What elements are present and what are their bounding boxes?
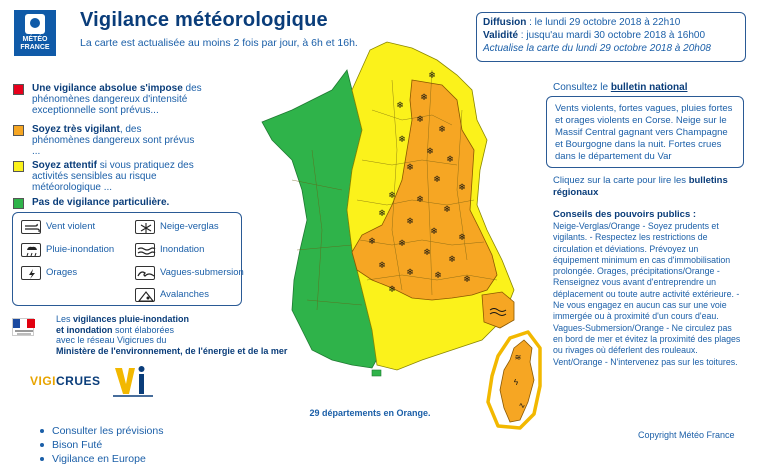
link-vigilance-europe[interactable]: Vigilance en Europe xyxy=(40,452,163,466)
vigicrues-line2-rest: sont élaborées xyxy=(112,324,175,335)
avalanche-icon xyxy=(135,288,155,302)
regional-prefix: Cliquez sur la carte pour lire les xyxy=(553,175,689,186)
meteo-france-logo[interactable] xyxy=(14,10,56,56)
snow-icon: ❄ xyxy=(406,217,414,227)
regional-bulletins-link[interactable]: bulletins régionaux xyxy=(553,175,728,198)
link-previsions[interactable]: Consulter les prévisions xyxy=(40,424,163,438)
legend-red-text: des phénomènes dangereux d'intensité exceptionnelle sont prévus... xyxy=(32,83,202,116)
copyright: Copyright Météo France xyxy=(638,430,735,440)
snow-icon: ❄ xyxy=(388,285,396,295)
legend-orange-text: , des phénomènes dangereux sont prévus ... xyxy=(32,124,195,157)
vigicrues-line1-bold: vigilances pluie-inondation xyxy=(73,314,190,324)
wind-icon xyxy=(21,220,41,234)
snow-icon: ❄ xyxy=(434,271,442,281)
legend-red-bold: Une vigilance absolue s'impose xyxy=(32,83,183,94)
phenomenon-label: Vent violent xyxy=(46,221,96,232)
snow-icon: ❄ xyxy=(458,233,466,243)
actualise-link[interactable]: Actualise la carte du lundi 29 octobre 2018 à 20h08 xyxy=(483,43,711,54)
consult-prefix: Consultez le xyxy=(553,82,611,93)
regional-bulletins xyxy=(553,175,743,199)
vigicrues-logo[interactable] xyxy=(30,374,101,388)
flood-icon xyxy=(135,243,155,257)
phenomena-box xyxy=(12,212,242,306)
snow-icon: ❄ xyxy=(443,205,451,215)
bulletin-national-link[interactable]: bulletin national xyxy=(610,82,688,93)
snow-icon: ❄ xyxy=(398,135,406,145)
snow-icon: ❄ xyxy=(416,115,424,125)
snow-icon: ❄ xyxy=(458,183,466,193)
thunderstorm-icon xyxy=(21,266,41,280)
vigicrues-line1-pre: Les xyxy=(56,314,74,324)
links-list xyxy=(40,424,163,466)
legend-yellow-text: si vous pratiquez des activités sensibles au risque météorologique ... xyxy=(32,160,194,193)
snow-icon: ❄ xyxy=(446,155,454,165)
snow-icon: ❄ xyxy=(438,125,446,135)
snow-icon: ❄ xyxy=(420,93,428,103)
phenomenon-label: Neige-verglas xyxy=(160,221,219,232)
snow-icon: ❄ xyxy=(433,175,441,185)
republique-francaise-logo xyxy=(12,318,34,336)
snow-icon: ❄ xyxy=(406,268,414,278)
page-subtitle: La carte est actualisée au moins 2 fois par jour, à 6h et 16h. xyxy=(80,37,358,49)
wave-submersion-icon: ∿ xyxy=(518,401,526,410)
consult-national xyxy=(553,82,687,93)
diffusion-value: : le lundi 29 octobre 2018 à 22h10 xyxy=(526,17,681,28)
phenomenon-label: Inondation xyxy=(160,244,205,255)
legend-green-bold: Pas de vigilance particulière. xyxy=(32,197,170,208)
snow-icon: ❄ xyxy=(378,209,386,219)
map-island xyxy=(372,370,381,376)
snow-icon: ❄ xyxy=(448,255,456,265)
phenomenon-label: Avalanches xyxy=(160,289,209,300)
phenomenon-label: Vagues-submersion xyxy=(160,267,244,278)
vigicrues-line2-bold: et inondation xyxy=(56,324,113,335)
legend-swatch-yellow xyxy=(13,161,24,172)
vigicrues-logo-crues: CRUES xyxy=(56,374,101,388)
vigicrues-line3: avec le réseau Vigicrues du xyxy=(56,335,167,345)
rain-flood-icon xyxy=(21,243,41,257)
phenomenon-label: Pluie-inondation xyxy=(46,244,115,255)
department-count: 29 départements en Orange. xyxy=(309,408,431,418)
snow-icon: ❄ xyxy=(416,195,424,205)
snow-icon: ❄ xyxy=(426,147,434,157)
conseils-text: Neige-Verglas/Orange - Soyez prudents et vigilants. - Respectez les restrictions de circulation et déviations. Prévoyez un équipement minimum en cas d'immobilisation prolongée. Orages, précipitations/Orange - Renseignez vous avant d'entreprendre un déplacement ou toute autre activité extérieure. - Ne vous engagez en aucun cas sur une voie immergée ou à proximité d'un cours d'eau. Vagues-Submersion/Orange - Ne circulez pas en bord de mer et évitez la proximité des plages ou rivages où déferlent des rouleaux. Vent/Orange - N'intervenez pas sur les toitures. xyxy=(553,221,741,367)
logo-text-france: FRANCE xyxy=(20,44,50,51)
national-bulletin-box[interactable]: Vents violents, fortes vagues, pluies fortes et orages violents en Corse. Neige sur le Massif Central gagnant vers Champagne et Bourgogne dans la nuit. Fortes crues dans le département du Var xyxy=(546,96,744,168)
legend-swatch-red xyxy=(13,84,24,95)
snow-icon: ❄ xyxy=(406,163,414,173)
france-vigilance-map[interactable] xyxy=(252,30,542,430)
legend-swatch-orange xyxy=(13,125,24,136)
validite-value: : jusqu'au mardi 30 octobre 2018 à 16h00 xyxy=(518,30,706,41)
snow-icon: ❄ xyxy=(428,71,436,81)
conseils-title: Conseils des pouvoirs publics : xyxy=(553,209,697,220)
vigicrues-ministry: Ministère de l'environnement, de l'énergie et de la mer xyxy=(56,345,288,356)
link-bison-fute[interactable]: Bison Futé xyxy=(40,438,163,452)
snow-icon: ❄ xyxy=(368,237,376,247)
vigicrues-logo-vi: VIGI xyxy=(30,374,57,388)
snow-icon: ❄ xyxy=(430,227,438,237)
legend-swatch-green xyxy=(13,198,24,209)
snow-icon: ❄ xyxy=(423,248,431,258)
legend-orange-bold: Soyez très vigilant xyxy=(32,124,120,135)
thunderstorm-icon: ϟ xyxy=(513,378,519,387)
snow-ice-icon xyxy=(135,220,155,234)
snow-icon: ❄ xyxy=(463,275,471,285)
wind-icon: ≋ xyxy=(514,353,522,362)
validite-label: Validité xyxy=(483,30,519,41)
page-title: Vigilance météorologique xyxy=(80,9,328,31)
snow-icon: ❄ xyxy=(398,239,406,249)
wave-submersion-icon xyxy=(135,266,155,280)
vigilance-logo-icon[interactable] xyxy=(113,364,153,400)
logo-mark-icon xyxy=(25,14,45,34)
snow-icon: ❄ xyxy=(396,101,404,111)
diffusion-label: Diffusion xyxy=(483,17,527,28)
snow-icon: ❄ xyxy=(378,261,386,271)
phenomenon-label: Orages xyxy=(46,267,78,278)
snow-icon: ❄ xyxy=(388,191,396,201)
legend-yellow-bold: Soyez attentif xyxy=(32,160,98,171)
logo-text-meteo: MÉTÉO xyxy=(22,36,48,43)
